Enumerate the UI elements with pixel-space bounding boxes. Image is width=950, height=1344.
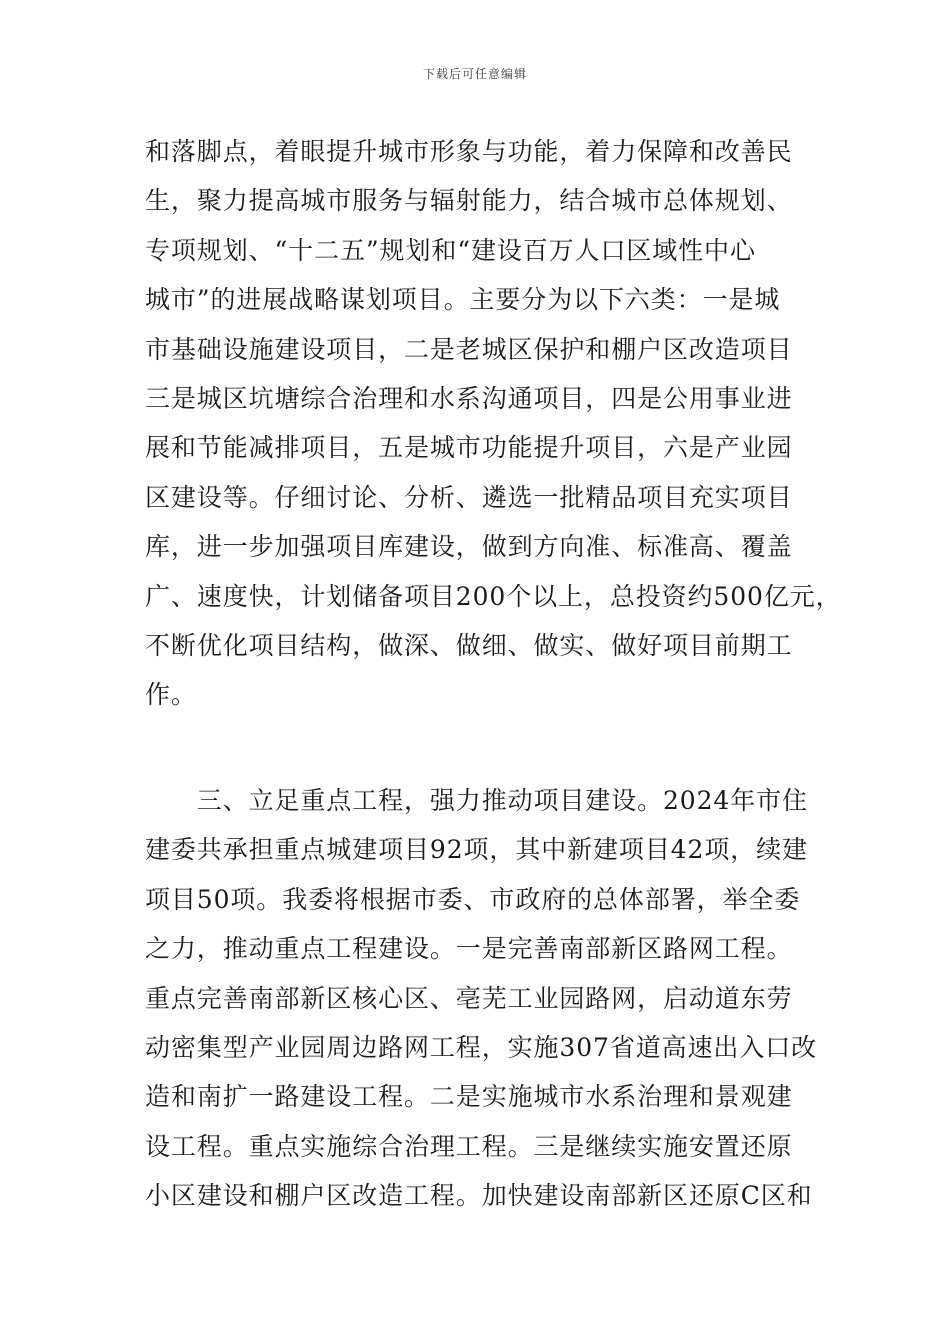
text-line: 展和节能减排项目，五是城市功能提升项目，六是产业园 bbox=[145, 433, 793, 463]
text-line: 重点完善南部新区核心区、亳芜工业园路网，启动道东劳 bbox=[145, 983, 793, 1013]
page-header: 下载后可任意编辑 bbox=[422, 67, 527, 81]
text-line: 三是城区坑塘综合治理和水系沟通项目，四是公用事业进 bbox=[145, 383, 793, 413]
text-line: 库，进一步加强项目库建设，做到方向准、标准高、覆盖 bbox=[145, 532, 793, 562]
text-line: 不断优化项目结构，做深、做细、做实、做好项目前期工 bbox=[145, 630, 793, 660]
text-line: 生，聚力提高城市服务与辐射能力，结合城市总体规划、 bbox=[145, 186, 793, 216]
text-line: 建委共承担重点城建项目92项，其中新建项目42项，续建 bbox=[145, 835, 808, 865]
text-line: 之力，推动重点工程建设。一是完善南部新区路网工程。 bbox=[145, 934, 793, 964]
text-line: 三、立足重点工程，强力推动项目建设。2024年市住 bbox=[145, 786, 808, 815]
text-line: 造和南扩一路建设工程。二是实施城市水系治理和景观建 bbox=[145, 1082, 793, 1112]
text-line: 区建设等。仔细讨论、分析、遴选一批精品项目充实项目 bbox=[145, 482, 793, 512]
text-line: 和落脚点，着眼提升城市形象与功能，着力保障和改善民 bbox=[145, 137, 793, 166]
text-line: 项目50项。我委将根据市委、市政府的总体部署，举全委 bbox=[145, 884, 801, 914]
text-line: 作。 bbox=[145, 680, 197, 710]
text-line: 城市”的进展战略谋划项目。主要分为以下六类：一是城 bbox=[145, 285, 781, 315]
paragraph-2 bbox=[145, 776, 818, 1221]
text-line: 专项规划、“十二五”规划和“建设百万人口区域性中心 bbox=[145, 235, 756, 265]
text-line: 设工程。重点实施综合治理工程。三是继续实施安置还原 bbox=[145, 1131, 793, 1161]
text-line: 市基础设施建设项目，二是老城区保护和棚户区改造项目 bbox=[145, 334, 793, 364]
text-line: 动密集型产业园周边路网工程，实施307省道高速出入口改 bbox=[145, 1032, 818, 1062]
text-line: 小区建设和棚户区改造工程。加快建设南部新区还原C区和 bbox=[145, 1181, 813, 1211]
text-line: 广、速度快，计划储备项目200个以上，总投资约500亿元， bbox=[145, 581, 842, 611]
paragraph-1 bbox=[145, 127, 842, 720]
